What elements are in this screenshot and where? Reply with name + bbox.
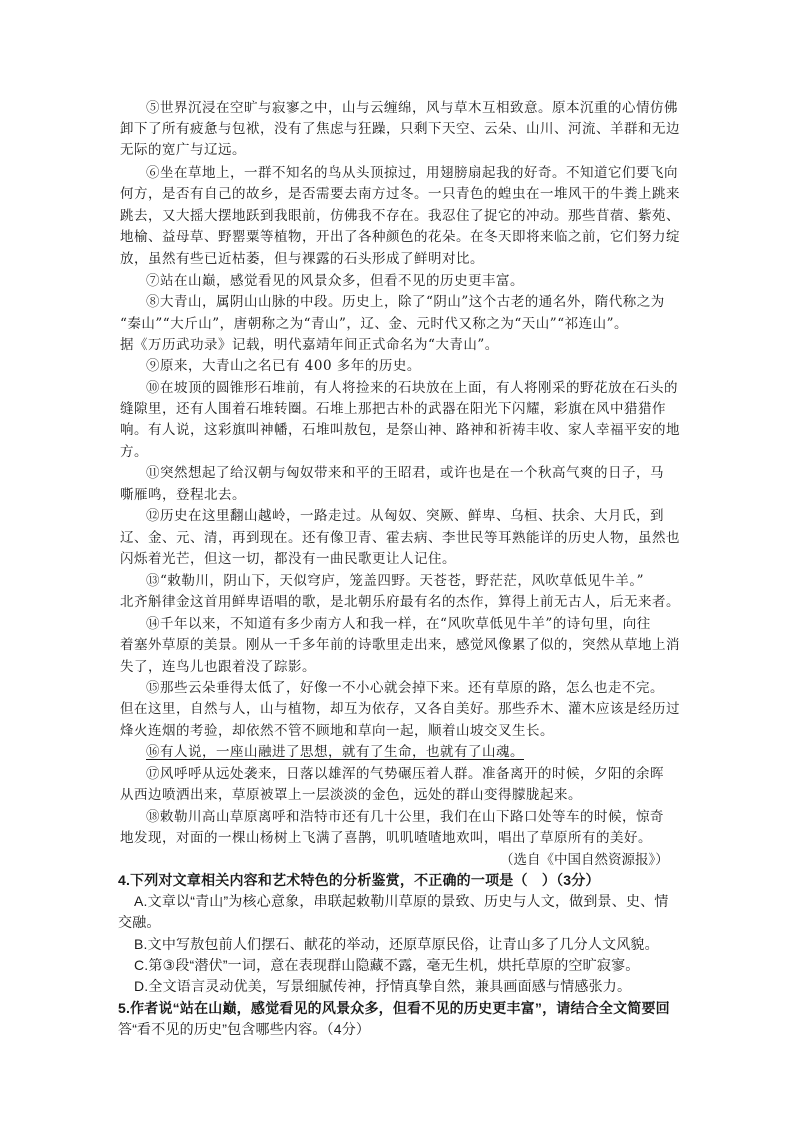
passage-line: 闪烁着光芒，但这一切，都没有一曲民歌更让人记住。: [120, 551, 456, 567]
passage-line: 何方，是否有自己的故乡，是否需要去南方过冬。一只青色的蝗虫在一堆风干的牛粪上跳来: [120, 186, 680, 202]
passage-line: 地发现，对面的一棵山杨树上飞满了喜鹊，叽叽喳喳地欢叫，唱出了草原所有的美好。: [120, 830, 652, 846]
question-4-option-a-cont: 交融。: [118, 914, 161, 930]
question-5-stem-cont: 答“看不见的历史”包含哪些内容。（4分）: [118, 1021, 371, 1037]
passage-line: 失了，连鸟儿也跟着没了踪影。: [120, 659, 316, 675]
passage-line: 辽、金、元、清，再到现在。还有像卫青、霍去病、李世民等耳熟能详的历史人物，虽然也: [120, 530, 680, 546]
passage-line: ⑩在坡顶的圆锥形石堆前，有人将捡来的石块放在上面，有人将刚采的野花放在石头的: [146, 380, 678, 396]
question-4-option-a: A.文章以“青山”为核心意象，串联起敕勒川草原的景致、历史与人文，做到景、史、情: [134, 893, 669, 909]
passage-line: 放，虽然有些已近枯萎，但与裸露的石头形成了鲜明对比。: [120, 251, 484, 267]
passage-line: ⑮那些云朵垂得太低了，好像一不小心就会掉下来。还有草原的路，怎么也走不完。: [146, 680, 664, 696]
passage-line: 卸下了所有疲惫与包袱，没有了焦虑与狂躁，只剩下天空、云朵、山川、河流、羊群和无边: [120, 121, 680, 137]
passage-line: “秦山”“大斤山”，唐朝称之为“青山”，辽、金、元时代又称之为“天山”“祁连山”。: [120, 316, 629, 332]
passage-line: ⑫历史在这里翻山越岭，一路走过。从匈奴、突厥、鲜卑、乌桓、扶余、大月氏，到: [146, 508, 664, 524]
passage-line: 据《万历武功录》记载，明代嘉靖年间正式命名为“大青山”。: [120, 337, 499, 353]
passage-line: 从西边喷洒出来，草原被罩上一层淡淡的金色，远处的群山变得朦胧起来。: [120, 787, 582, 803]
passage-line: ⑱敕勒川高山草原离呼和浩特市还有几十公里，我们在山下路口处等车的时候，惊奇: [146, 809, 664, 825]
passage-line: 地榆、益母草、野罂粟等植物，开出了各种颜色的花朵。在冬天即将来临之前，它们努力绽: [120, 229, 680, 245]
passage-source: （选自《中国自然资源报》）: [500, 852, 669, 867]
passage-line: ⑥坐在草地上，一群不知名的鸟从头顶掠过，用翅膀扇起我的好奇。不知道它们要飞向: [146, 165, 678, 181]
passage-line: 跳去，又大摇大摆地跃到我眼前，仿佛我不存在。我忍住了捉它的冲动。那些苜蓿、紫苑、: [120, 208, 680, 224]
passage-line: 北齐斛律金这首用鲜卑语唱的歌，是北朝乐府最有名的杰作，算得上前无古人，后无来者。: [120, 594, 680, 610]
passage-line: ⑭千年以来，不知道有多少南方人和我一样，在“风吹草低见牛羊”的诗句里，向往: [146, 616, 651, 632]
passage-line: ⑦站在山巅，感觉看见的风景众多，但看不见的历史更丰富。: [146, 273, 524, 289]
passage-line: 烽火连烟的考验，却依然不管不顾地和草向一起，顺着山坡交叉生长。: [120, 723, 554, 739]
passage-line: ⑤世界沉浸在空旷与寂寥之中，山与云缠绵，风与草木互相致意。原本沉重的心情仿佛: [146, 100, 678, 116]
question-4-stem: 4.下列对文章相关内容和艺术特色的分析鉴赏，不正确的一项是（ ）（3分）: [118, 872, 600, 888]
passage-line: ⑧大青山，属阴山山脉的中段。历史上，除了“阴山”这个古老的通名外，隋代称之为: [146, 294, 665, 310]
passage-line: ⑪突然想起了给汉朝与匈奴带来和平的王昭君，或许也是在一个秋高气爽的日子，马: [146, 465, 664, 481]
passage-underlined-sentence: ⑯有人说，一座山融进了思想，就有了生命，也就有了山魂。: [146, 744, 524, 760]
passage-line: 嘶雁鸣，登程北去。: [120, 487, 246, 503]
passage-line: ⑰风呼呼从远处袭来，日落以雄浑的气势碾压着人群。准备离开的时候，夕阳的余晖: [146, 766, 664, 782]
passage-line: 着塞外草原的美景。刚从一千多年前的诗歌里走出来，感觉风像累了似的，突然从草地上消: [120, 637, 680, 653]
passage-line: 缝隙里，还有人围着石堆转圈。石堆上那把古朴的武器在阳光下闪耀，彩旗在风中猎猎作: [120, 401, 666, 417]
passage-line: 但在这里，自然与人，山与植物，却互为依存，又各自美好。那些乔木、灌木应该是经历过: [120, 701, 680, 717]
passage-line: ⑨原来，大青山之名已有 400 多年的历史。: [146, 358, 421, 374]
passage-line: 无际的宽广与辽远。: [120, 142, 246, 158]
passage-line: 方。: [120, 444, 148, 460]
passage-line: 响。有人说，这彩旗叫神幡，石堆叫敖包，是祭山神、路神和祈祷丰收、家人幸福平安的地: [120, 422, 680, 438]
question-5-stem: 5.作者说“站在山巅，感觉看见的风景众多，但看不见的历史更丰富”，请结合全文简要回: [118, 1000, 670, 1016]
question-4-option-c: C.第③段“潜伏”一词，意在表现群山隐藏不露，毫无生机，烘托草原的空旷寂寥。: [134, 957, 640, 973]
question-4-option-d: D.全文语言灵动优美，写景细腻传神，抒情真挚自然，兼具画面感与情感张力。: [134, 978, 632, 994]
question-4-option-b: B.文中写敖包前人们摆石、献花的举动，还原草原民俗，让青山多了几分人文风貌。: [134, 936, 659, 952]
passage-line: ⑬“敕勒川，阴山下，天似穹庐，笼盖四野。天苍苍，野茫茫，风吹草低见牛羊。”: [146, 573, 645, 589]
